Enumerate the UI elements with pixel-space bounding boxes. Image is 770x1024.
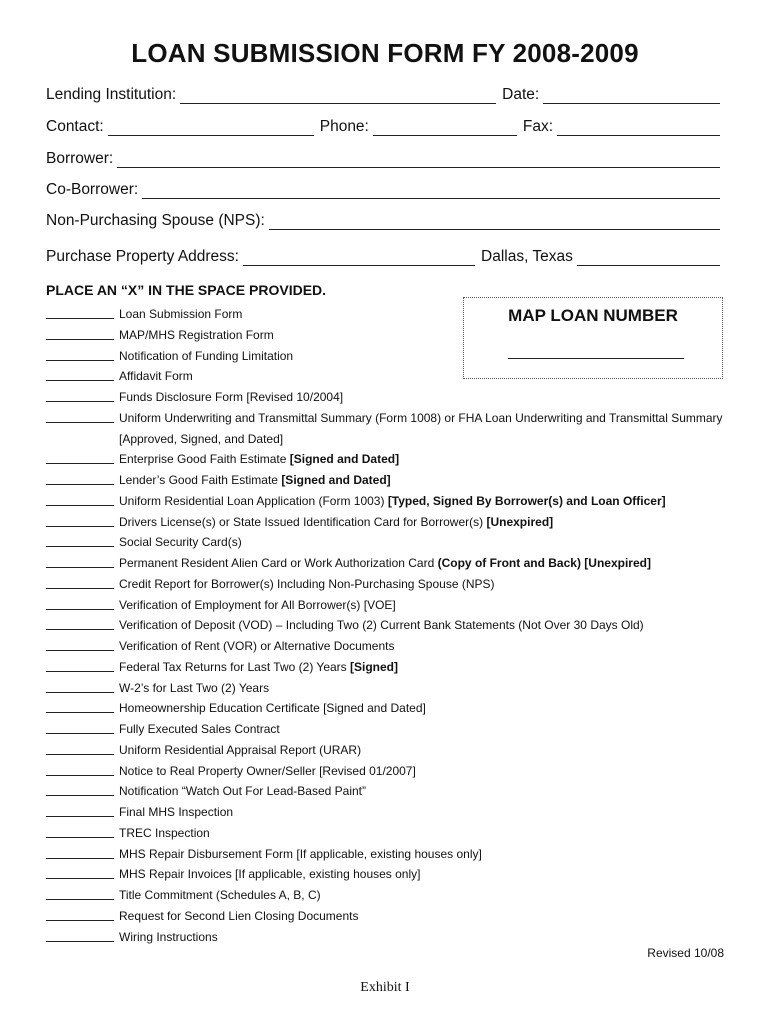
lending-institution-label: Lending Institution: xyxy=(46,86,177,103)
checklist-item xyxy=(46,698,736,719)
checklist-item-text xyxy=(119,553,736,574)
contact-field[interactable] xyxy=(108,119,314,136)
checklist-item-text xyxy=(119,844,736,865)
checklist-item-label: TREC Inspection xyxy=(119,825,210,840)
checklist-item-label: Credit Report for Borrower(s) Including Non-Purchasing Spouse (NPS) xyxy=(119,576,495,591)
contact-label: Contact: xyxy=(46,118,104,135)
co-borrower-field[interactable] xyxy=(142,182,720,199)
checklist-item-text xyxy=(119,449,736,470)
date-label: Date: xyxy=(502,86,540,103)
co-borrower-row xyxy=(46,181,726,199)
borrower-row xyxy=(46,150,726,168)
checklist-item-label: MHS Repair Invoices [If applicable, existing houses only] xyxy=(119,867,421,882)
checklist-item xyxy=(46,636,736,657)
property-address-label: Purchase Property Address: xyxy=(46,248,239,265)
map-loan-number-label: MAP LOAN NUMBER xyxy=(508,306,678,325)
checklist-item-label: Uniform Residential Appraisal Report (URAR) xyxy=(119,742,362,757)
checklist-blank[interactable] xyxy=(46,906,114,921)
checklist-item-text xyxy=(119,761,736,782)
checklist-item xyxy=(46,366,736,387)
checklist-item-text xyxy=(119,719,736,740)
checklist-item-label: Notification of Funding Limitation xyxy=(119,348,294,363)
checklist-item-label: Social Security Card(s) xyxy=(119,535,242,550)
checklist-item-text xyxy=(119,346,736,367)
checklist-blank[interactable] xyxy=(46,387,114,402)
checklist-item-label: Funds Disclosure Form [Revised 10/2004] xyxy=(119,390,344,404)
checklist-item-label: Fully Executed Sales Contract xyxy=(119,722,280,736)
lending-institution-field[interactable] xyxy=(180,87,496,104)
checklist-item xyxy=(46,346,736,367)
checklist-item-text xyxy=(119,802,736,823)
checklist-item-requirement: [Signed and Dated] xyxy=(289,452,400,467)
checklist-item xyxy=(46,449,736,470)
checklist-item-requirement: (Copy of Front and Back) [Unexpired] xyxy=(437,556,651,570)
checklist-blank[interactable] xyxy=(46,615,114,630)
checklist-item-text xyxy=(119,823,736,844)
checklist-item-label: Notification “Watch Out For Lead-Based Paint” xyxy=(119,784,366,799)
checklist-blank[interactable] xyxy=(46,719,114,734)
checklist-item-label: Notice to Real Property Owner/Seller [Revised 01/2007] xyxy=(119,763,416,778)
checklist-item xyxy=(46,657,736,678)
checklist-item-label: Request for Second Lien Closing Documents xyxy=(119,908,359,923)
checklist-item xyxy=(46,802,736,823)
checklist-item xyxy=(46,553,736,574)
checklist-item xyxy=(46,844,736,865)
checklist-item-text xyxy=(119,595,736,616)
checklist-item-text xyxy=(119,491,736,512)
checklist-item xyxy=(46,927,736,948)
checklist-item-text xyxy=(119,927,736,948)
checklist-item xyxy=(46,678,736,699)
checklist-item xyxy=(46,408,736,450)
property-address-row xyxy=(46,248,726,266)
checklist-item-text xyxy=(119,781,736,802)
checklist-blank[interactable] xyxy=(46,325,114,340)
checklist-item-text xyxy=(119,698,736,719)
checklist-item-label: Loan Submission Form xyxy=(119,307,243,321)
fax-field[interactable] xyxy=(557,119,720,136)
checklist-item xyxy=(46,864,736,885)
checklist-item xyxy=(46,595,736,616)
revised-note: Revised 10/08 xyxy=(647,946,724,960)
checklist-item-text xyxy=(119,657,736,678)
checklist-item-label: Uniform Underwriting and Transmittal Summary (Form 1008) or FHA Loan Underwriting and Transmittal Summary [Approved, Signed, and Dated] xyxy=(119,410,723,446)
checklist-item xyxy=(46,885,736,906)
nps-field[interactable] xyxy=(269,213,720,230)
checklist-item-label: Drivers License(s) or State Issued Identification Card for Borrower(s) xyxy=(119,514,487,529)
checklist-blank[interactable] xyxy=(46,698,114,713)
checklist-item-text xyxy=(119,906,736,927)
checklist-item xyxy=(46,761,736,782)
checklist-item-text xyxy=(119,512,736,533)
borrower-label: Borrower: xyxy=(46,150,114,167)
checklist-item-requirement: [Typed, Signed By Borrower(s) and Loan Officer] xyxy=(387,493,666,508)
checklist-item-text xyxy=(119,408,736,450)
checklist-item-requirement: [Signed] xyxy=(350,659,399,674)
checklist-item-text xyxy=(119,574,736,595)
checklist-blank[interactable] xyxy=(46,927,114,942)
checklist-blank[interactable] xyxy=(46,802,114,817)
nps-label: Non-Purchasing Spouse (NPS): xyxy=(46,212,265,229)
checklist-blank[interactable] xyxy=(46,304,114,319)
checklist-item xyxy=(46,906,736,927)
checklist-item-label: Enterprise Good Faith Estimate xyxy=(119,452,290,467)
checklist-blank[interactable] xyxy=(46,885,114,900)
checklist-item-label: Uniform Residential Loan Application (Form 1003) xyxy=(119,493,388,508)
checklist-blank[interactable] xyxy=(46,781,114,796)
checklist-blank[interactable] xyxy=(46,740,114,755)
exhibit-label: Exhibit I xyxy=(360,980,410,995)
checklist-blank[interactable] xyxy=(46,512,114,527)
checklist-blank[interactable] xyxy=(46,823,114,838)
checklist-item-label: Permanent Resident Alien Card or Work Authorization Card xyxy=(119,556,438,570)
checklist-item xyxy=(46,512,736,533)
checklist-item-label: Title Commitment (Schedules A, B, C) xyxy=(119,888,321,902)
checklist-blank[interactable] xyxy=(46,449,114,464)
checklist-blank[interactable] xyxy=(46,346,114,361)
checklist-item-label: Verification of Rent (VOR) or Alternative Documents xyxy=(119,639,395,653)
checklist-item xyxy=(46,740,736,761)
checklist-item xyxy=(46,574,736,595)
instructions: PLACE AN “X” IN THE SPACE PROVIDED. xyxy=(46,282,327,298)
checklist-blank[interactable] xyxy=(46,761,114,776)
checklist-item-requirement: [Signed and Dated] xyxy=(281,473,391,487)
checklist-item xyxy=(46,823,736,844)
checklist-item-text xyxy=(119,366,736,387)
checklist-item-text xyxy=(119,678,736,699)
checklist-item-label: Verification of Employment for All Borrower(s) [VOE] xyxy=(119,597,396,612)
city-label: Dallas, Texas xyxy=(481,248,573,265)
checklist-blank[interactable] xyxy=(46,553,114,568)
zip-field[interactable] xyxy=(577,249,720,266)
checklist-blank[interactable] xyxy=(46,636,114,651)
checklist-item-requirement: [Unexpired] xyxy=(486,514,554,529)
checklist-item-text xyxy=(119,615,736,636)
checklist-item-text xyxy=(119,532,736,553)
lending-institution-row xyxy=(46,86,726,104)
checklist-item-text xyxy=(119,325,736,346)
checklist-item-text xyxy=(119,636,736,657)
checklist-item xyxy=(46,719,736,740)
document-checklist xyxy=(46,304,736,947)
property-address-field[interactable] xyxy=(243,249,475,266)
checklist-item-text xyxy=(119,740,736,761)
form-title: LOAN SUBMISSION FORM FY 2008-2009 xyxy=(131,38,639,68)
checklist-item-label: Wiring Instructions xyxy=(119,929,218,944)
checklist-item-label: W-2’s for Last Two (2) Years xyxy=(119,680,270,695)
checklist-item-label: MHS Repair Disbursement Form [If applicable, existing houses only] xyxy=(119,846,482,861)
checklist-blank[interactable] xyxy=(46,844,114,859)
checklist-item-label: MAP/MHS Registration Form xyxy=(119,327,274,342)
checklist-item-label: Federal Tax Returns for Last Two (2) Years xyxy=(119,659,351,674)
checklist-blank[interactable] xyxy=(46,574,114,589)
checklist-item-label: Verification of Deposit (VOD) – Including Two (2) Current Bank Statements (Not Over 30 Days Old) xyxy=(119,618,644,633)
fax-label: Fax: xyxy=(522,118,554,135)
checklist-item xyxy=(46,325,736,346)
checklist-item xyxy=(46,781,736,802)
checklist-item-label: Lender’s Good Faith Estimate xyxy=(119,473,282,487)
checklist-blank[interactable] xyxy=(46,657,114,672)
date-field[interactable] xyxy=(543,87,720,104)
checklist-blank[interactable] xyxy=(46,491,114,506)
checklist-blank[interactable] xyxy=(46,408,114,423)
checklist-item-text xyxy=(119,304,736,325)
co-borrower-label: Co-Borrower: xyxy=(46,181,139,198)
borrower-field[interactable] xyxy=(117,151,720,168)
checklist-item xyxy=(46,615,736,636)
contact-row xyxy=(46,118,726,136)
checklist-item-text xyxy=(119,470,736,491)
checklist-item-text xyxy=(119,885,736,906)
checklist-item xyxy=(46,491,736,512)
checklist-item-text xyxy=(119,387,736,408)
checklist-item-text xyxy=(119,864,736,885)
checklist-blank[interactable] xyxy=(46,366,114,381)
checklist-item xyxy=(46,304,736,325)
checklist-item-label: Homeownership Education Certificate [Signed and Dated] xyxy=(119,701,426,716)
checklist-blank[interactable] xyxy=(46,678,114,693)
phone-label: Phone: xyxy=(319,118,369,135)
nps-row xyxy=(46,212,726,230)
checklist-item xyxy=(46,387,736,408)
checklist-blank[interactable] xyxy=(46,864,114,879)
checklist-item-label: Final MHS Inspection xyxy=(119,805,234,819)
checklist-blank[interactable] xyxy=(46,470,114,485)
phone-field[interactable] xyxy=(373,119,517,136)
checklist-item xyxy=(46,532,736,553)
checklist-blank[interactable] xyxy=(46,595,114,610)
checklist-item xyxy=(46,470,736,491)
checklist-blank[interactable] xyxy=(46,532,114,547)
checklist-item-label: Affidavit Form xyxy=(119,369,193,384)
